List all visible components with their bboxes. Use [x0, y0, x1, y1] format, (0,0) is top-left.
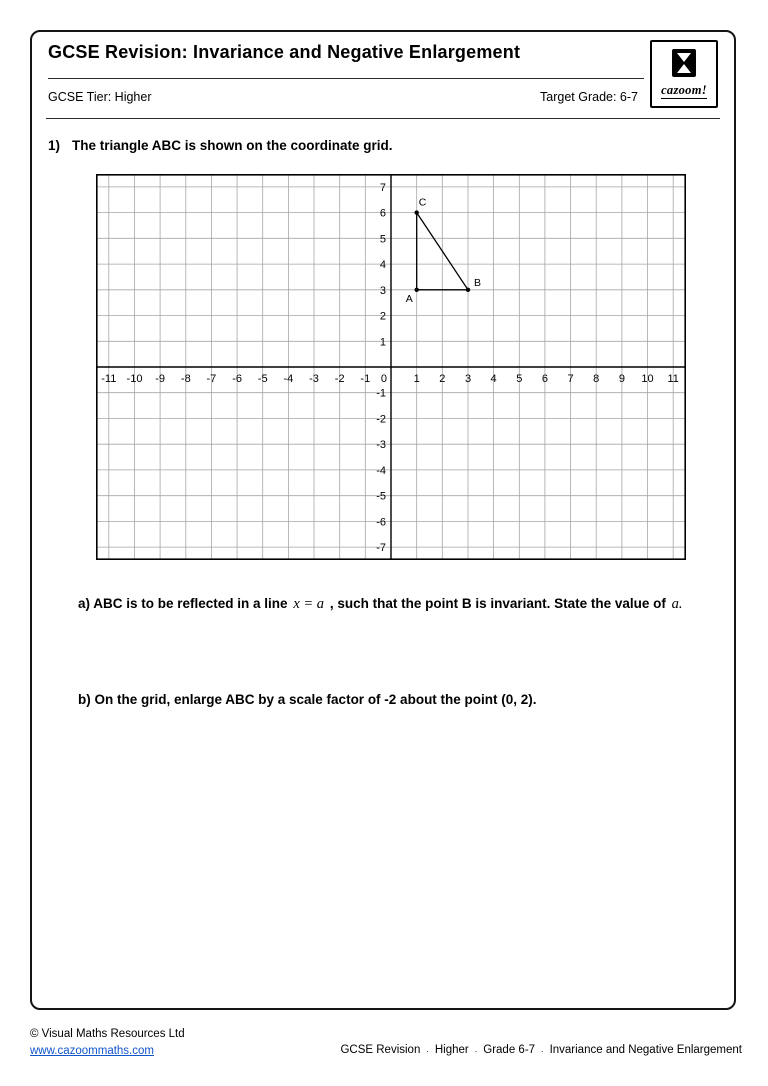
svg-text:A: A — [405, 292, 413, 305]
svg-text:-10: -10 — [126, 373, 143, 385]
coordinate-grid-svg — [96, 174, 686, 560]
question-line — [48, 138, 393, 153]
svg-text:-7: -7 — [376, 542, 386, 555]
breadcrumb-item: Higher — [434, 1044, 469, 1056]
svg-text:2: 2 — [439, 373, 446, 385]
svg-text:6: 6 — [541, 373, 548, 385]
target-grade-label: Target Grade: 6-7 — [540, 90, 638, 104]
svg-text:1: 1 — [413, 373, 420, 385]
header-divider — [46, 118, 720, 119]
svg-text:-1: -1 — [376, 387, 386, 400]
part-a-math-xa: x = a — [293, 596, 325, 612]
svg-text:5: 5 — [516, 373, 523, 385]
svg-text:-4: -4 — [376, 464, 386, 477]
cazoom-logo — [650, 40, 718, 108]
cazoom-logo-text: cazoom! — [661, 83, 707, 98]
breadcrumb-separator: . — [474, 1044, 478, 1054]
svg-text:-11: -11 — [101, 373, 117, 385]
question-text: The triangle ABC is shown on the coordinate grid. — [72, 138, 393, 153]
svg-text:11: 11 — [667, 373, 679, 385]
worksheet-border — [30, 30, 736, 1010]
breadcrumb-item: GCSE Revision — [340, 1044, 421, 1056]
svg-text:-2: -2 — [376, 413, 386, 426]
svg-text:1: 1 — [379, 336, 386, 349]
question-number: 1) — [48, 138, 61, 153]
header-meta-row — [48, 90, 638, 104]
hourglass-icon — [672, 49, 696, 82]
svg-text:-6: -6 — [376, 516, 386, 529]
part-a-segment-2: , such that the point B is invariant. State the value of — [329, 596, 666, 611]
svg-text:-5: -5 — [257, 373, 268, 385]
part-a-segment-1: ABC is to be reflected in a line — [93, 596, 288, 611]
part-b-text: b) On the grid, enlarge ABC by a scale factor of -2 about the point (0, 2). — [78, 692, 537, 707]
website-link[interactable]: www.cazoommaths.com — [30, 1045, 154, 1058]
part-a-math-a: a. — [671, 596, 683, 612]
svg-text:-4: -4 — [283, 373, 294, 385]
svg-text:4: 4 — [379, 259, 386, 272]
svg-text:3: 3 — [464, 373, 472, 385]
svg-text:-9: -9 — [155, 373, 165, 385]
title-divider — [48, 78, 644, 79]
footer-left — [30, 1026, 185, 1061]
breadcrumb-separator: . — [541, 1044, 544, 1054]
svg-text:9: 9 — [618, 373, 625, 385]
svg-text:-3: -3 — [309, 373, 319, 385]
svg-text:2: 2 — [379, 310, 386, 323]
page-title: GCSE Revision: Invariance and Negative Enlargement — [48, 42, 521, 62]
svg-text:-1: -1 — [360, 373, 371, 385]
svg-text:-5: -5 — [376, 490, 386, 503]
part-a-text — [78, 594, 710, 615]
svg-text:6: 6 — [379, 207, 386, 220]
coordinate-grid — [96, 174, 686, 560]
breadcrumb-item: Grade 6-7 — [483, 1044, 536, 1056]
tier-label: GCSE Tier: Higher — [48, 90, 152, 104]
svg-text:3: 3 — [379, 284, 386, 297]
svg-text:5: 5 — [379, 233, 386, 246]
part-a-label: a) — [78, 596, 91, 611]
svg-text:-3: -3 — [376, 439, 386, 452]
footer-breadcrumb — [340, 1044, 742, 1056]
svg-text:0: 0 — [380, 373, 387, 385]
svg-text:B: B — [474, 276, 482, 289]
copyright: © Visual Maths Resources Ltd — [30, 1028, 185, 1040]
svg-text:4: 4 — [490, 373, 497, 385]
breadcrumb-item: Invariance and Negative Enlargement — [549, 1044, 742, 1056]
svg-text:-8: -8 — [180, 373, 191, 385]
svg-text:-7: -7 — [206, 373, 217, 385]
svg-text:C: C — [418, 196, 427, 209]
svg-text:10: 10 — [641, 373, 654, 385]
breadcrumb-separator: . — [426, 1044, 429, 1054]
svg-text:7: 7 — [567, 373, 574, 385]
svg-text:-2: -2 — [334, 373, 345, 385]
svg-text:8: 8 — [593, 373, 600, 385]
svg-text:7: 7 — [379, 181, 386, 194]
svg-text:-6: -6 — [232, 373, 242, 385]
